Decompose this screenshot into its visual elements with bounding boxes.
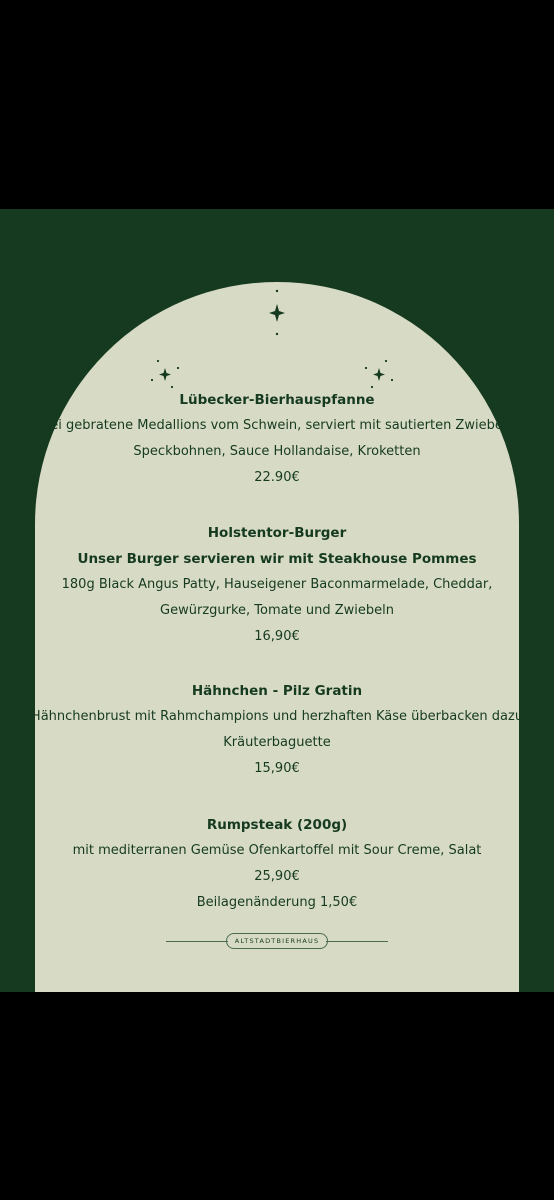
divider-line	[326, 941, 388, 942]
menu-page	[0, 209, 554, 992]
footer-brand-divider	[166, 933, 388, 949]
menu-item-subtitle: Unser Burger servieren wir mit Steakhouse Pommes	[77, 551, 477, 567]
menu-item	[0, 678, 554, 782]
menu-item-price: 15,90€	[254, 761, 300, 776]
menu-item-title: Rumpsteak (200g)	[206, 817, 348, 833]
menu-item-description: Drei gebratene Medallions vom Schwein, serviert mit sautierten Zwiebeln,	[35, 418, 519, 433]
menu-item-description: Speckbohnen, Sauce Hollandaise, Kroketten	[133, 444, 421, 459]
menu-item-note: Beilagenänderung 1,50€	[196, 895, 358, 910]
menu-item-price: 16,90€	[254, 629, 300, 644]
menu-item	[0, 387, 554, 491]
menu-item-price: 25,90€	[254, 869, 300, 884]
divider-line	[166, 941, 228, 942]
menu-item-description: Hähnchenbrust mit Rahmchampions und herzhaften Käse überbacken dazu	[30, 709, 524, 724]
menu-item-description: mit mediterranen Gemüse Ofenkartoffel mit Sour Creme, Salat	[72, 843, 482, 858]
menu-item-title: Holstentor-Burger	[207, 525, 347, 541]
menu-item	[0, 520, 554, 650]
menu-item	[0, 812, 554, 916]
menu-item-title: Hähnchen - Pilz Gratin	[191, 683, 363, 699]
sparkle-icon	[267, 289, 287, 337]
menu-item-description: Gewürzgurke, Tomate und Zwiebeln	[160, 603, 394, 618]
menu-item-description: 180g Black Angus Patty, Hauseigener Baconmarmelade, Cheddar,	[61, 577, 493, 592]
sparkle-icon	[148, 358, 182, 390]
brand-label: ALTSTADTBIERHAUS	[226, 933, 328, 949]
menu-item-description: Kräuterbaguette	[223, 735, 331, 750]
menu-item-title: Lübecker-Bierhauspfanne	[179, 392, 375, 408]
sparkle-icon	[362, 358, 396, 390]
menu-item-price: 22.90€	[254, 470, 300, 485]
